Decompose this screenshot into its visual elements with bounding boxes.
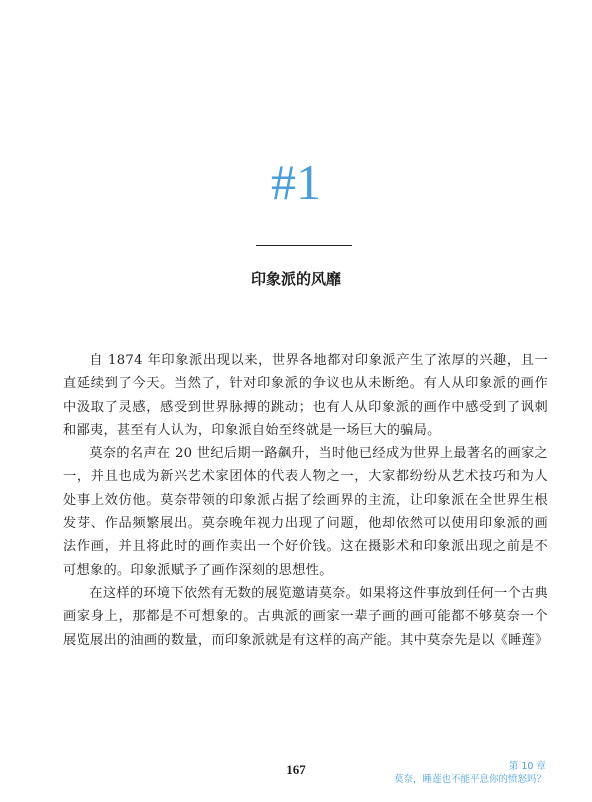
running-head (394, 760, 546, 786)
page-number: 167 (286, 762, 306, 777)
paragraph: 自 1874 年印象派出现以来，世界各地都对印象派产生了浓厚的兴趣，且一直延续到了今天。当然了，针对印象派的争议也从未断绝。有人从印象派的画作中汲取了灵感，感受到世界脉搏的跳动；也有人从印象派的画作中感受到了讽刺和鄙夷，甚至有人认为，印象派自始至终就是一场巨大的骗局。 (63, 353, 548, 438)
paragraph: 莫奈的名声在 20 世纪后期一路飙升，当时他已经成为世界上最著名的画家之一，并且也成为新兴艺术家团体的代表人物之一，大家都纷纷从艺术技巧和为人处事上效仿他。莫奈带领的印象派占据了绘画界的主流，让印象派在全世界生根发芽、作品频繁展出。莫奈晚年视力出现了问题，他却依然可以使用印象派的画法作画，并且将此时的画作卖出一个好价钱。这在摄影术和印象派出现之前是不可想象的。印象派赋予了画作深刻的思想性。 (63, 446, 548, 578)
paragraph: 在这样的环境下依然有无数的展览邀请莫奈。如果将这件事放到任何一个古典画家身上，那都是不可想象的。古典派的画家一辈子画的画可能都不够莫奈一个展览展出的油画的数量，而印象派就是有这样的高产能。其中莫奈先是以《睡莲》 (63, 585, 549, 648)
section-title: 印象派的风靡 (250, 270, 341, 288)
chapter-number: #1 (271, 154, 321, 210)
title-divider (256, 245, 352, 246)
running-head-title: 莫奈，睡莲也不能平息你的愤怒吗？ (393, 774, 546, 785)
body-text (63, 349, 548, 652)
running-head-chapter: 第 10 章 (508, 761, 546, 772)
